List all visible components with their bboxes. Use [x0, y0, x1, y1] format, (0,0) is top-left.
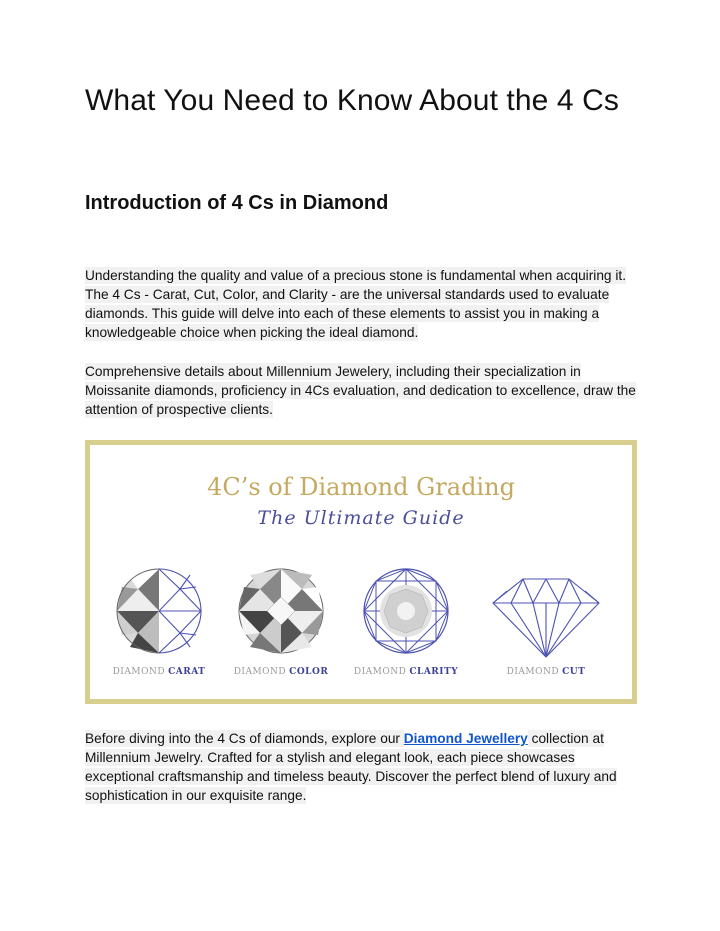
- diamond-carat-label: DIAMOND CARAT: [112, 667, 206, 677]
- diamond-clarity-label: DIAMOND CLARITY: [353, 667, 459, 677]
- intro-paragraph: [85, 266, 645, 342]
- infographic-subtitle: The Ultimate Guide: [257, 507, 465, 529]
- diamond-cut-item: [487, 565, 605, 677]
- infographic-title: 4C’s of Diamond Grading: [207, 473, 515, 501]
- diamond-grading-infographic: [85, 440, 637, 704]
- diamond-jewellery-link[interactable]: Diamond Jewellery: [403, 731, 528, 746]
- diamond-cut-label: DIAMOND CUT: [506, 667, 586, 677]
- diamond-clarity-icon: [347, 565, 465, 665]
- page-title: What You Need to Know About the 4 Cs: [85, 84, 619, 117]
- diamond-clarity-item: [347, 565, 465, 677]
- closing-text-after-link: collection at Millennium Jewelry. Crafted for a stylish and elegant look, each piece showcases exceptional craftsmanship and timeless beauty. Discover the perfect blend of luxury and sophistication in our exquisite range.: [85, 731, 617, 803]
- company-paragraph: [85, 362, 645, 419]
- company-paragraph-text: Comprehensive details about Millennium Jewelery, including their specialization in Moissanite diamonds, proficiency in 4Cs evaluation, and dedication to excellence, draw the attention of prospective clients.: [85, 364, 636, 417]
- diamond-side-profile-icon: [487, 565, 605, 665]
- half-diamond-half-outline-icon: [100, 565, 218, 665]
- diamond-color-item: [222, 565, 340, 677]
- closing-paragraph: [85, 729, 645, 805]
- section-heading: Introduction of 4 Cs in Diamond: [85, 192, 389, 214]
- closing-text-before-link: Before diving into the 4 Cs of diamonds, explore our: [85, 731, 404, 746]
- brilliant-cut-diamond-icon: [222, 565, 340, 665]
- diamond-color-label: DIAMOND COLOR: [233, 667, 329, 677]
- diamond-carat-item: [100, 565, 218, 677]
- intro-paragraph-text: Understanding the quality and value of a precious stone is fundamental when acquiring it. The 4 Cs - Carat, Cut, Color, and Clarity - are the universal standards used to evaluate diamonds. This guide will delve into each of these elements to assist you in making a knowledgeable choice when picking the ideal diamond.: [85, 268, 626, 340]
